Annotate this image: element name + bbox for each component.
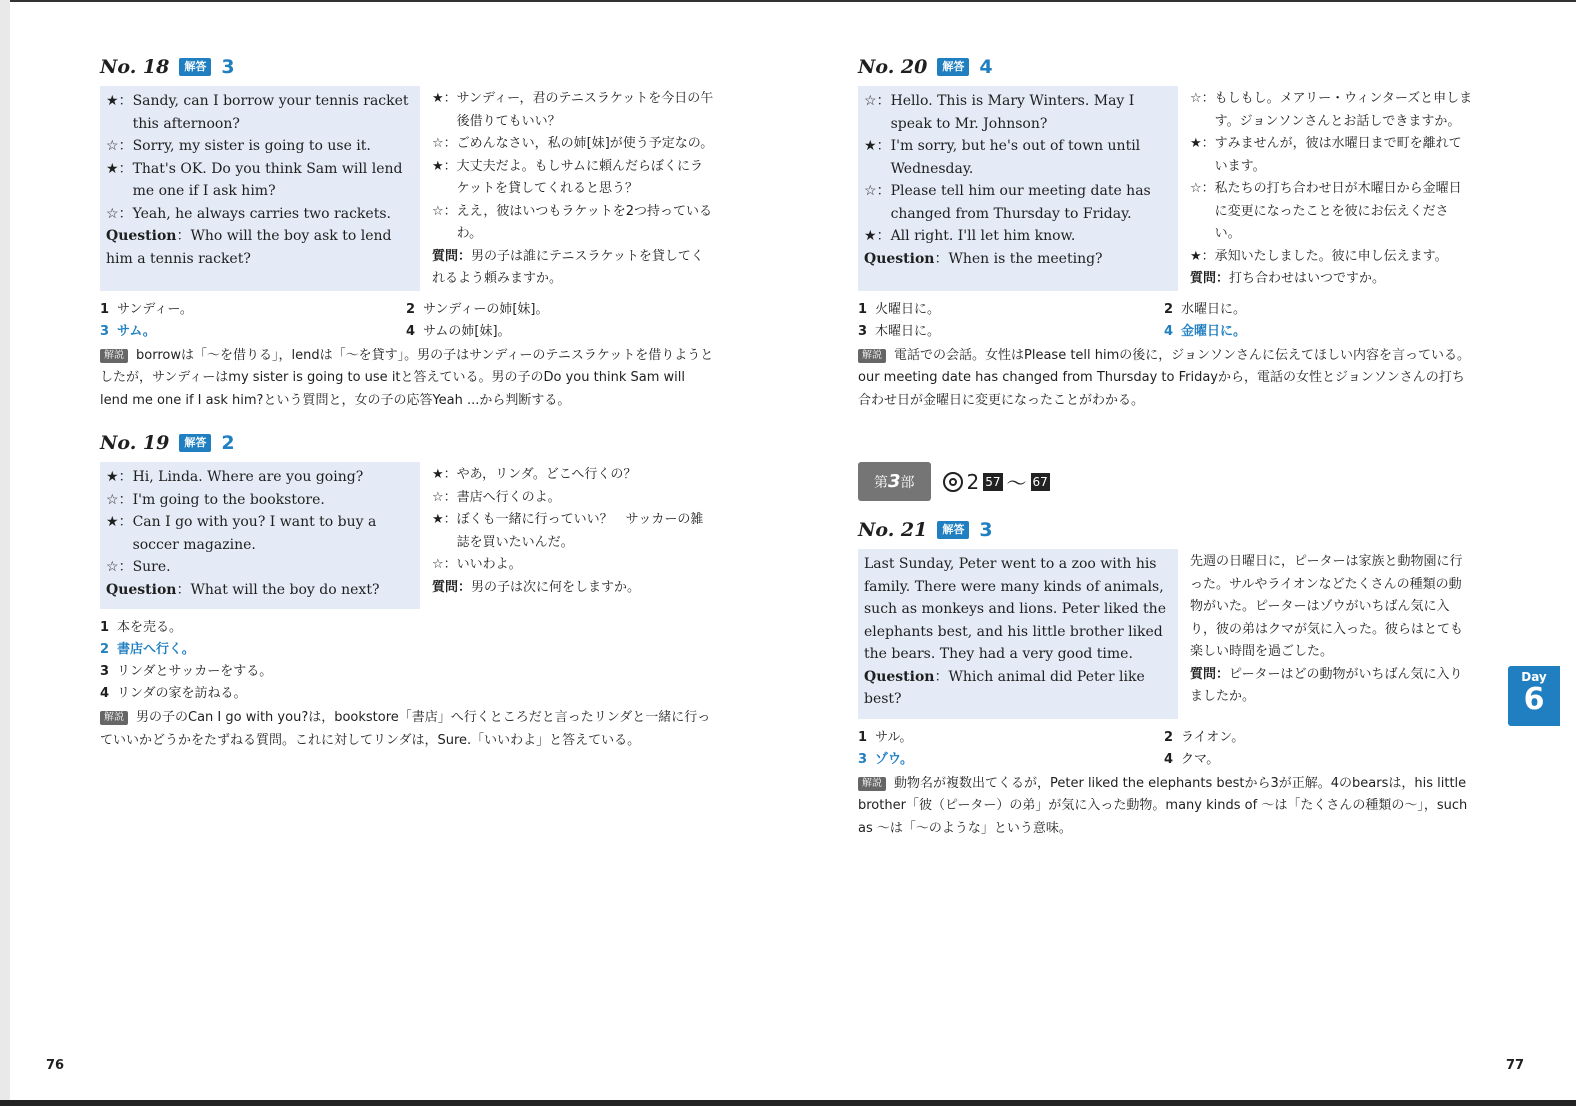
question-text: ：Who will the boy ask to lend him a tennis racket?	[106, 228, 392, 267]
choice-1	[100, 617, 716, 639]
choice-number: 1	[858, 729, 868, 745]
explanation-text: 電話での会話。女性はPlease tell himの後に，ジョンソンさんに伝えてほしい内容を言っている。our meeting date has changed from Thursday to Fridayから，電話の女性とジョンソンさんの打ち合わせ日が金曜日に変更になったことがわかる。	[858, 347, 1471, 408]
choice-text: サム。	[117, 323, 156, 339]
speaker-mark: ★：	[864, 138, 891, 154]
script-line	[1190, 178, 1474, 246]
choices	[858, 299, 1474, 343]
choices	[100, 617, 716, 705]
question-header	[100, 428, 716, 458]
line-text: Sorry, my sister is going to use it.	[132, 138, 371, 154]
part-label-pre: 第	[874, 475, 888, 491]
question-label: 質問：	[432, 248, 472, 264]
day-number: 6	[1523, 682, 1545, 717]
choice-2-correct	[100, 639, 716, 661]
line-text: 承知いたしました。彼に申し伝えます。	[1214, 248, 1448, 264]
line-text: Hello. This is Mary Winters. May I speak to Mr. Johnson?	[890, 93, 1135, 132]
script-line	[1190, 133, 1474, 178]
speaker-mark: ★：	[432, 91, 457, 106]
script-line	[1190, 88, 1474, 133]
choice-text: リンダの家を訪ねる。	[117, 686, 247, 701]
choice-4	[1164, 749, 1474, 771]
line-text: やあ，リンダ。どこへ行くの？	[456, 467, 637, 482]
line-text: All right. I'll let him know.	[890, 228, 1076, 244]
script-line	[432, 156, 716, 201]
explanation-label: 解説	[858, 349, 886, 363]
question-text: 男の子は次に何をしますか。	[471, 579, 641, 595]
question-text: ピーターはどの動物がいちばん気に入りましたか。	[1190, 666, 1463, 704]
script-line	[106, 203, 414, 226]
choice-text: 金曜日に。	[1181, 323, 1247, 339]
english-script	[858, 86, 1178, 291]
choice-number: 3	[100, 323, 110, 339]
japanese-translation	[1178, 86, 1474, 291]
speaker-mark: ☆：	[432, 489, 457, 505]
explanation	[100, 707, 716, 752]
page-number-left: 76	[46, 1058, 65, 1073]
choice-3	[858, 321, 1164, 343]
audio-track-range	[943, 467, 1050, 496]
script-line	[106, 466, 414, 489]
script-line	[432, 509, 716, 554]
choice-text: サンディーの姉[妹]。	[423, 301, 549, 317]
narration-text: Last Sunday, Peter went to a zoo with his family. There were many kinds of animals, such as monkeys and lions. Peter liked the elephants best, and his little brother liked the bears. They had a very good time.	[864, 556, 1166, 662]
choice-number: 2	[406, 301, 416, 317]
script-line	[432, 554, 716, 577]
question-label: Question	[864, 668, 935, 685]
script-line	[106, 158, 414, 203]
question-text: 男の子は誰にテニスラケットを貸してくれるよう頼みますか。	[432, 248, 704, 286]
day-tab	[1508, 666, 1560, 726]
page-gutter-left	[0, 0, 10, 1106]
line-text: 大丈夫だよ。もしサムに頼んだらぼくにラケットを貸してくれると思う？	[456, 158, 704, 196]
question-line	[1190, 664, 1474, 709]
page-number-right: 77	[1506, 1058, 1525, 1073]
line-text: サンディー，君のテニスラケットを今日の午後借りてもいい？	[456, 91, 714, 129]
line-text: I'm going to the bookstore.	[132, 491, 325, 508]
speaker-mark: ★：	[432, 158, 457, 174]
choice-number: 4	[100, 686, 110, 701]
narration-block	[858, 549, 1474, 719]
question-line	[106, 579, 414, 602]
script-line	[106, 556, 414, 579]
part-number: 3	[888, 471, 901, 492]
choice-text: サムの姉[妹]。	[423, 323, 511, 339]
question-line	[432, 246, 716, 291]
script-line	[106, 511, 414, 556]
choice-number: 3	[100, 664, 110, 679]
audio-cd-icon	[943, 472, 963, 492]
choice-number: 4	[1164, 751, 1174, 767]
explanation	[100, 345, 716, 413]
question-line	[432, 577, 716, 600]
script-line	[106, 489, 414, 512]
question-number: No. 20	[858, 56, 928, 78]
speaker-mark: ★：	[106, 93, 133, 109]
answer-value: 3	[979, 519, 993, 541]
choice-text: 書店へ行く。	[117, 642, 195, 657]
choice-4	[100, 683, 716, 705]
speaker-mark: ☆：	[106, 205, 133, 222]
choice-text: 水曜日に。	[1181, 301, 1247, 317]
script-line	[432, 201, 716, 246]
line-text: Can I go with you? I want to buy a soccer magazine.	[132, 514, 377, 553]
question-header	[100, 52, 716, 82]
question-label: Question	[106, 581, 177, 598]
choice-3-correct	[858, 749, 1164, 771]
script-line	[106, 135, 414, 158]
question-number: No. 18	[100, 56, 170, 78]
track-end: 67	[1032, 474, 1048, 489]
question-label: 質問：	[1190, 666, 1230, 682]
choices	[858, 727, 1474, 771]
choice-number: 2	[1164, 729, 1174, 745]
track-prefix: 2	[966, 469, 980, 494]
script-line	[106, 90, 414, 135]
line-text: 私たちの打ち合わせ日が木曜日から金曜日に変更になったことを彼にお伝えください。	[1214, 181, 1462, 241]
narration-translation: 先週の日曜日に，ピーターは家族と動物園に行った。サルやライオンなどたくさんの種類の動物がいた。ピーターはゾウがいちばん気に入り，彼の弟はクマが気に入った。彼らはとても楽しい時間を過ごした。	[1190, 554, 1464, 659]
choice-text: サンディー。	[117, 301, 193, 317]
script-line	[864, 225, 1172, 248]
choices	[100, 299, 716, 343]
choice-number: 2	[1164, 301, 1174, 317]
speaker-mark: ☆：	[864, 93, 891, 109]
choice-4	[406, 321, 716, 343]
answer-value: 3	[221, 56, 235, 78]
question-text: ：When is the meeting?	[934, 250, 1103, 267]
speaker-mark: ★：	[106, 160, 133, 177]
choice-text: ライオン。	[1181, 729, 1245, 745]
question-number: No. 19	[100, 432, 170, 454]
line-text: ごめんなさい，私の姉[妹]が使う予定なの。	[456, 136, 714, 151]
part-label-post: 部	[900, 475, 915, 491]
speaker-mark: ★：	[432, 467, 457, 482]
question-18	[100, 52, 716, 412]
japanese-translation	[420, 462, 716, 609]
choice-number: 3	[858, 751, 868, 767]
track-start: 57	[985, 474, 1001, 489]
track-separator: 〜	[1006, 471, 1027, 495]
choice-4-correct	[1164, 321, 1474, 343]
question-number: No. 21	[858, 519, 928, 541]
choice-text: クマ。	[1181, 751, 1220, 767]
explanation-text: 動物名が複数出てくるが，Peter liked the elephants bestから3が正解。4のbearsは，his little brother「彼（ピーター）の弟」が気に入った動物。many kinds of ～は「たくさんの種類の～」，such as ～は「～のような」という意味。	[858, 775, 1468, 836]
speaker-mark: ☆：	[432, 136, 457, 151]
line-text: I'm sorry, but he's out of town until Wednesday.	[890, 138, 1141, 177]
line-text: Sandy, can I borrow your tennis racket this afternoon?	[132, 93, 409, 132]
japanese-translation	[1178, 549, 1474, 719]
script-line	[432, 133, 716, 156]
speaker-mark: ☆：	[106, 491, 133, 508]
page-edge-bottom	[0, 1100, 1576, 1106]
answer-label: 解答	[179, 434, 211, 452]
line-text: Sure.	[132, 559, 171, 575]
line-text: 書店へ行くのよ。	[456, 489, 561, 505]
question-header	[858, 515, 1474, 545]
choice-1	[100, 299, 406, 321]
line-text: もしもし。メアリー・ウィンターズと申します。ジョンソンさんとお話しできますか。	[1214, 91, 1473, 129]
choice-number: 3	[858, 323, 868, 339]
speaker-mark: ★：	[864, 228, 891, 244]
dialog-block	[100, 462, 716, 609]
script-line	[432, 88, 716, 133]
choice-text: リンダとサッカーをする。	[117, 664, 273, 679]
explanation	[858, 345, 1474, 413]
line-text: Please tell him our meeting date has changed from Thursday to Friday.	[890, 183, 1151, 222]
answer-value: 2	[221, 432, 235, 454]
line-text: Hi, Linda. Where are you going?	[132, 469, 364, 485]
question-line	[864, 248, 1172, 271]
choice-text: ゾウ。	[875, 751, 914, 767]
script-line	[864, 180, 1172, 225]
part-badge	[858, 462, 931, 501]
english-script	[100, 462, 420, 609]
question-label: Question	[864, 250, 935, 267]
question-19	[100, 428, 716, 752]
left-page	[100, 52, 716, 752]
speaker-mark: ★：	[106, 514, 133, 530]
script-line	[432, 464, 716, 487]
speaker-mark: ☆：	[1190, 91, 1215, 106]
question-line	[106, 225, 414, 270]
explanation-label: 解説	[100, 349, 128, 363]
speaker-mark: ☆：	[432, 557, 457, 572]
question-header	[858, 52, 1474, 82]
speaker-mark: ★：	[432, 512, 457, 527]
question-label: 質問：	[1190, 271, 1230, 286]
speaker-mark: ☆：	[106, 138, 133, 154]
line-text: ええ，彼はいつもラケットを2つ持っているわ。	[456, 203, 713, 241]
question-label: Question	[106, 228, 177, 244]
choice-number: 4	[406, 323, 416, 339]
answer-label: 解答	[937, 521, 969, 539]
choice-number: 4	[1164, 323, 1174, 339]
choice-2	[406, 299, 716, 321]
question-label: 質問：	[432, 579, 472, 595]
choice-3-correct	[100, 321, 406, 343]
choice-text: 本を売る。	[117, 620, 183, 635]
explanation-label: 解説	[100, 711, 128, 725]
choice-2	[1164, 727, 1474, 749]
line-text: Yeah, he always carries two rackets.	[132, 205, 391, 222]
choice-1	[858, 299, 1164, 321]
choice-text: 木曜日に。	[875, 323, 941, 339]
choice-text: サル。	[875, 729, 913, 745]
section-header	[858, 462, 1474, 501]
english-script	[858, 549, 1178, 719]
speaker-mark: ☆：	[864, 183, 891, 199]
explanation-text: borrowは「～を借りる」，lendは「～を貸す」。男の子はサンディーのテニスラケットを借りようとしたが，サンディーはmy sister is going to use itと答えている。男の子のDo you think Sam will lend me one if I ask him?という質問と，女の子の応答Yeah ...から判断する。	[100, 347, 714, 408]
answer-label: 解答	[937, 58, 969, 76]
speaker-mark: ★：	[106, 469, 133, 485]
speaker-mark: ☆：	[432, 203, 457, 219]
explanation-label: 解説	[858, 777, 886, 791]
speaker-mark: ★：	[1190, 136, 1215, 151]
answer-label: 解答	[179, 58, 211, 76]
choice-text: 火曜日に。	[875, 301, 941, 317]
choice-3	[100, 661, 716, 683]
answer-value: 4	[979, 56, 993, 78]
question-text: ：Which animal did Peter like best?	[864, 668, 1145, 707]
script-line	[432, 487, 716, 510]
speaker-mark: ☆：	[106, 559, 133, 575]
japanese-translation	[420, 86, 716, 291]
day-label: Day	[1521, 670, 1547, 684]
question-line	[1190, 268, 1474, 291]
script-line	[864, 90, 1172, 135]
choice-number: 2	[100, 642, 110, 657]
explanation	[858, 773, 1474, 841]
line-text: いいわよ。	[456, 557, 522, 572]
choice-2	[1164, 299, 1474, 321]
question-21	[858, 515, 1474, 840]
english-script	[100, 86, 420, 291]
choice-number: 1	[100, 620, 110, 635]
choice-1	[858, 727, 1164, 749]
line-text: すみませんが，彼は水曜日まで町を離れています。	[1214, 136, 1462, 174]
question-text: 打ち合わせはいつですか。	[1229, 271, 1386, 286]
script-line	[1190, 246, 1474, 269]
explanation-text: 男の子のCan I go with you?は，bookstore「書店」へ行くところだと言ったリンダと一緒に行っていいかどうかをたずねる質問。これに対してリンダは，Sure.「いいわよ」と答えている。	[100, 710, 711, 748]
dialog-block	[858, 86, 1474, 291]
question-text: ：What will the boy do next?	[176, 581, 380, 598]
choice-number: 1	[100, 301, 110, 317]
page-edge-top	[0, 0, 1576, 2]
line-text: ぼくも一緒に行っていい？ サッカーの雑誌を買いたいんだ。	[456, 512, 704, 550]
question-line	[864, 666, 1172, 711]
speaker-mark: ★：	[1190, 248, 1215, 264]
line-text: That's OK. Do you think Sam will lend me one if I ask him?	[132, 160, 403, 199]
right-page	[858, 52, 1474, 840]
choice-number: 1	[858, 301, 868, 317]
dialog-block	[100, 86, 716, 291]
speaker-mark: ☆：	[1190, 181, 1215, 196]
question-20	[858, 52, 1474, 412]
script-line	[864, 135, 1172, 180]
